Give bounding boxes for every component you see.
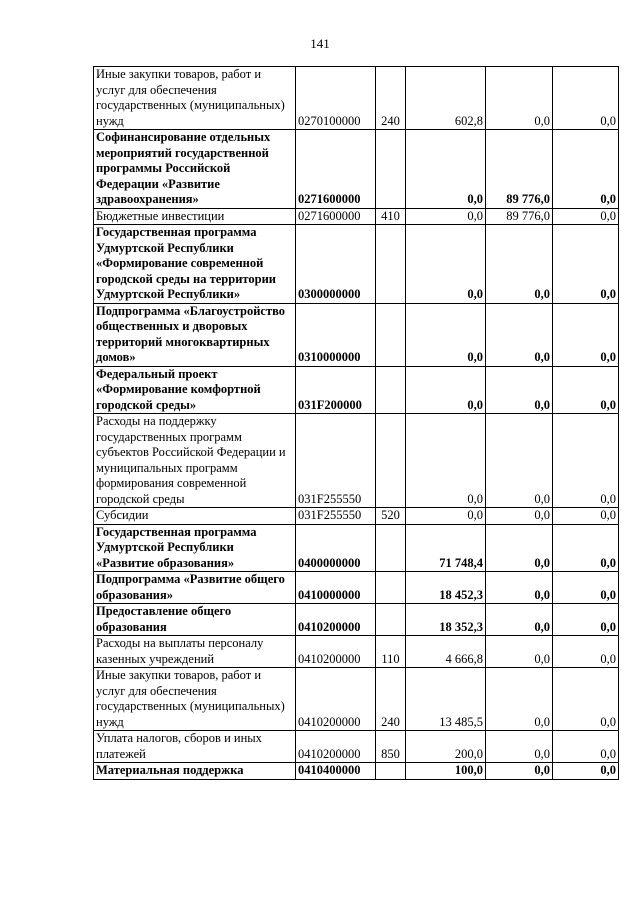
table-row: [94, 572, 619, 604]
row-amount-2-cell: 0,0: [486, 524, 553, 572]
table-row: [94, 67, 619, 130]
row-name-cell: Иные закупки товаров, работ и услуг для обеспечения государственных (муниципальных) нужд: [94, 668, 296, 731]
row-amount-2-cell: 0,0: [486, 67, 553, 130]
table-row: [94, 763, 619, 780]
row-code-cell: 0410200000: [296, 668, 376, 731]
row-expense-type-cell: [376, 414, 406, 508]
row-amount-2-cell: 0,0: [486, 731, 553, 763]
row-amount-2-cell: 0,0: [486, 225, 553, 304]
row-amount-2-cell: 0,0: [486, 508, 553, 525]
row-expense-type-cell: 240: [376, 668, 406, 731]
row-amount-1-cell: 0,0: [406, 414, 486, 508]
table-row: [94, 508, 619, 525]
row-name-cell: Подпрограмма «Благоустройство общественных и дворовых территорий многоквартирных домов»: [94, 303, 296, 366]
table-body: [94, 67, 619, 780]
row-code-cell: 0410000000: [296, 572, 376, 604]
row-expense-type-cell: [376, 225, 406, 304]
row-name-cell: Расходы на выплаты персоналу казенных учреждений: [94, 636, 296, 668]
row-expense-type-cell: [376, 524, 406, 572]
row-expense-type-cell: [376, 572, 406, 604]
row-amount-1-cell: 0,0: [406, 508, 486, 525]
row-amount-3-cell: 0,0: [553, 731, 619, 763]
row-amount-1-cell: 0,0: [406, 303, 486, 366]
row-amount-2-cell: 0,0: [486, 763, 553, 780]
row-amount-3-cell: 0,0: [553, 524, 619, 572]
row-code-cell: 031F200000: [296, 366, 376, 414]
row-expense-type-cell: 850: [376, 731, 406, 763]
row-expense-type-cell: 240: [376, 67, 406, 130]
row-expense-type-cell: 410: [376, 208, 406, 225]
row-name-cell: Уплата налогов, сборов и иных платежей: [94, 731, 296, 763]
row-amount-1-cell: 200,0: [406, 731, 486, 763]
row-amount-3-cell: 0,0: [553, 763, 619, 780]
row-code-cell: 0410400000: [296, 763, 376, 780]
row-amount-3-cell: 0,0: [553, 67, 619, 130]
row-expense-type-cell: [376, 366, 406, 414]
row-amount-1-cell: 0,0: [406, 208, 486, 225]
row-amount-2-cell: 0,0: [486, 366, 553, 414]
table-row: [94, 604, 619, 636]
row-amount-3-cell: 0,0: [553, 636, 619, 668]
row-amount-1-cell: 13 485,5: [406, 668, 486, 731]
row-code-cell: 0310000000: [296, 303, 376, 366]
row-expense-type-cell: [376, 604, 406, 636]
table-row: [94, 130, 619, 209]
row-expense-type-cell: [376, 130, 406, 209]
row-name-cell: Расходы на поддержку государственных программ субъектов Российской Федерации и муниципальных программ формирования современной городской среды: [94, 414, 296, 508]
table-row: [94, 208, 619, 225]
row-code-cell: 0410200000: [296, 604, 376, 636]
row-expense-type-cell: [376, 303, 406, 366]
row-amount-1-cell: 0,0: [406, 130, 486, 209]
row-amount-1-cell: 100,0: [406, 763, 486, 780]
table-row: [94, 668, 619, 731]
row-amount-1-cell: 71 748,4: [406, 524, 486, 572]
row-name-cell: Софинансирование отдельных мероприятий государственной программы Российской Федерации «Развитие здравоохранения»: [94, 130, 296, 209]
row-code-cell: 0270100000: [296, 67, 376, 130]
row-amount-2-cell: 0,0: [486, 572, 553, 604]
row-amount-2-cell: 0,0: [486, 414, 553, 508]
row-code-cell: 0271600000: [296, 208, 376, 225]
row-amount-3-cell: 0,0: [553, 225, 619, 304]
page-number: 141: [310, 36, 330, 51]
row-amount-2-cell: 89 776,0: [486, 208, 553, 225]
row-code-cell: 0410200000: [296, 731, 376, 763]
table-row: [94, 524, 619, 572]
table-row: [94, 225, 619, 304]
row-amount-3-cell: 0,0: [553, 414, 619, 508]
row-amount-2-cell: 0,0: [486, 668, 553, 731]
row-name-cell: Государственная программа Удмуртской Республики «Развитие образования»: [94, 524, 296, 572]
table-row: [94, 636, 619, 668]
row-amount-2-cell: 0,0: [486, 303, 553, 366]
table-row: [94, 414, 619, 508]
row-name-cell: Предоставление общего образования: [94, 604, 296, 636]
row-amount-1-cell: 0,0: [406, 225, 486, 304]
row-amount-3-cell: 0,0: [553, 208, 619, 225]
row-amount-3-cell: 0,0: [553, 604, 619, 636]
row-code-cell: 0410200000: [296, 636, 376, 668]
row-code-cell: 0400000000: [296, 524, 376, 572]
row-code-cell: 0300000000: [296, 225, 376, 304]
row-expense-type-cell: 520: [376, 508, 406, 525]
row-amount-2-cell: 0,0: [486, 604, 553, 636]
row-amount-3-cell: 0,0: [553, 366, 619, 414]
row-amount-2-cell: 0,0: [486, 636, 553, 668]
row-amount-1-cell: 18 452,3: [406, 572, 486, 604]
row-expense-type-cell: [376, 763, 406, 780]
table-row: [94, 366, 619, 414]
table-row: [94, 303, 619, 366]
row-amount-3-cell: 0,0: [553, 303, 619, 366]
row-expense-type-cell: 110: [376, 636, 406, 668]
budget-table: [93, 66, 619, 780]
row-name-cell: Субсидии: [94, 508, 296, 525]
row-name-cell: Иные закупки товаров, работ и услуг для обеспечения государственных (муниципальных) нужд: [94, 67, 296, 130]
table-row: [94, 731, 619, 763]
row-name-cell: Государственная программа Удмуртской Республики «Формирование современной городской среды на территории Удмуртской Республики»: [94, 225, 296, 304]
row-amount-1-cell: 4 666,8: [406, 636, 486, 668]
row-code-cell: 031F255550: [296, 508, 376, 525]
row-name-cell: Материальная поддержка: [94, 763, 296, 780]
row-amount-3-cell: 0,0: [553, 508, 619, 525]
row-amount-3-cell: 0,0: [553, 572, 619, 604]
row-amount-1-cell: 18 352,3: [406, 604, 486, 636]
row-code-cell: 0271600000: [296, 130, 376, 209]
row-amount-3-cell: 0,0: [553, 668, 619, 731]
row-name-cell: Федеральный проект «Формирование комфортной городской среды»: [94, 366, 296, 414]
row-amount-1-cell: 0,0: [406, 366, 486, 414]
row-amount-1-cell: 602,8: [406, 67, 486, 130]
row-code-cell: 031F255550: [296, 414, 376, 508]
row-amount-2-cell: 89 776,0: [486, 130, 553, 209]
row-name-cell: Подпрограмма «Развитие общего образования»: [94, 572, 296, 604]
row-amount-3-cell: 0,0: [553, 130, 619, 209]
row-name-cell: Бюджетные инвестиции: [94, 208, 296, 225]
